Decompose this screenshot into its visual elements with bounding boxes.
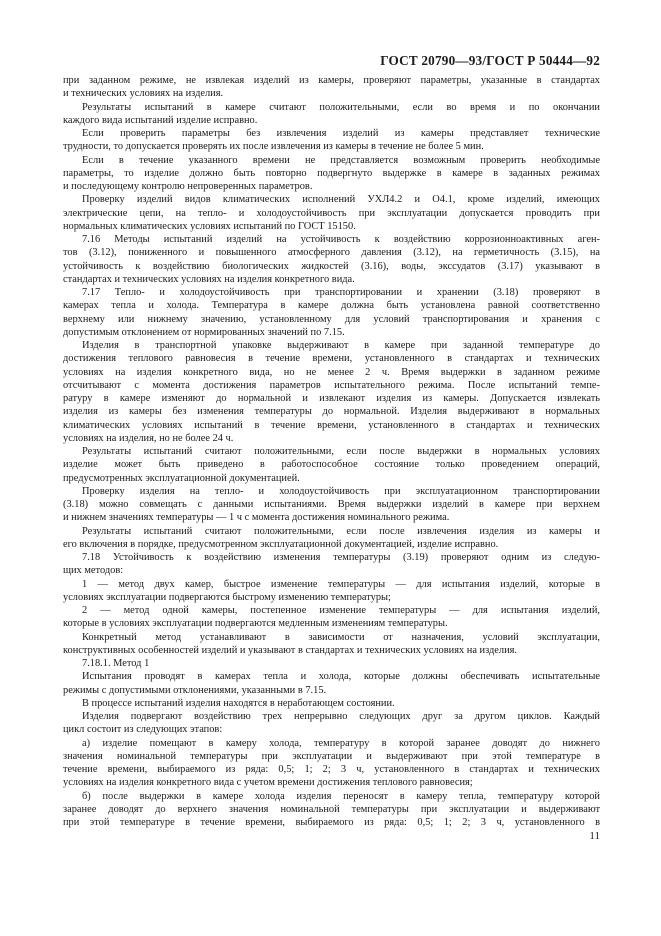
text-line: условиях на изделия конкретного вида, но не менее 2 ч. Время выдержки в заданном режиме — [63, 366, 600, 378]
text-line: при заданном режиме, не извлекая изделий из камеры, проверяют параметры, указанные в стандартах — [63, 75, 600, 86]
text-line: 2 — метод одной камеры, постепенное изменение температуры — для испытания изделий, — [82, 605, 600, 616]
text-line: и технических условиях на изделия. — [63, 88, 224, 100]
paragraph — [63, 233, 600, 286]
text-line: Изделия в транспортной упаковке выдерживают в камере при заданной температуре до — [82, 340, 600, 351]
paragraph — [63, 737, 600, 790]
text-line: условиях на изделия конкретного вида с учетом времени достижения теплового равновесия; — [63, 777, 473, 789]
text-line: Проверку изделия на тепло- и холодоустойчивость при эксплуатационном транспортировании — [82, 485, 600, 497]
text-line: Если в течение указанного времени не представляется возможным проверить необходимые — [82, 154, 600, 166]
text-line: изделия из камеры без изменения температуры до нормальной. Изделия выдерживают в нормальных — [63, 406, 600, 418]
text-line: щих методов: — [63, 565, 124, 577]
text-line: нормальных климатических условиях испытаний по ГОСТ 15150. — [63, 220, 356, 232]
document-body — [63, 74, 600, 829]
text-line: Испытания проводят в камерах тепла и холода, которые должны обеспечивать испытательные — [82, 671, 600, 683]
paragraph — [63, 578, 600, 605]
text-line: Результаты испытаний считают положительными, если после выдержки в нормальных условиях — [82, 446, 600, 457]
text-line: В процессе испытаний изделия находятся в неработающем состоянии. — [82, 697, 395, 709]
paragraph — [63, 74, 600, 101]
text-line: верхнему или нижнему значению, установленному для условий транспортирования и хранения с — [63, 313, 600, 325]
text-line: камерах тепла и холода. Температура в камере должна быть установлена равной соответственно — [63, 300, 600, 312]
text-line: 7.16 Методы испытаний изделий на устойчивость к воздействию коррозионноактивных аген- — [82, 234, 600, 245]
text-line: Если проверить параметры без извлечения изделий из камеры представляет технические — [82, 128, 600, 139]
text-line: стандартах и технических условиях на изделия конкретного вида. — [63, 273, 355, 285]
paragraph — [63, 551, 600, 578]
text-line: значения номинальной температуры при эксплуатации и выдерживают при этой температуре в — [63, 750, 600, 762]
text-line: климатических условиях испытаний в течение времени, установленного в стандартах и технических — [63, 419, 600, 431]
text-line: 7.18.1. Метод 1 — [82, 658, 150, 669]
text-line: условиях эксплуатации подвергаются быстрому изменению температуры; — [63, 591, 391, 603]
text-line: 7.17 Тепло- и холодоустойчивость при транспортировании и хранении (3.18) проверяют в — [82, 287, 600, 298]
text-line: а) изделие помещают в камеру холода, температуру в которой заранее доводят до нижнего — [82, 737, 600, 749]
text-line: трудности, то допускается проверять их после извлечения из камеры в течение не более 5 мин. — [63, 141, 484, 153]
text-line: электрические цепи, на тепло- и холодоустойчивость при эксплуатации допускается проводить при — [63, 207, 600, 219]
paragraph — [63, 286, 600, 339]
text-line: отсчитывают с момента достижения параметров испытательного режима. После испытаний темпе- — [63, 379, 600, 391]
text-line: допустимым отклонением от нормированных значений по 7.15. — [63, 326, 345, 338]
paragraph — [63, 525, 600, 552]
paragraph — [63, 485, 600, 525]
text-line: достижения теплового равновесия в течение времени, установленного в стандартах и технических — [63, 353, 600, 365]
text-line: устойчивость к воздействию биологических жидкостей (3.16), воды, экссудатов (3.17) указывают в — [63, 260, 600, 272]
text-line: заранее доводят до верхнего значения номинальной температуры при эксплуатации и выдерживают — [63, 803, 600, 815]
text-line: его включения в порядке, предусмотренном эксплуатационной документацией, изделие исправно. — [63, 538, 499, 550]
paragraph — [63, 710, 600, 737]
paragraph — [63, 790, 600, 830]
text-line: Проверку изделий видов климатических исполнений УХЛ4.2 и О4.1, кроме изделий, имеющих — [82, 194, 600, 206]
paragraph — [63, 193, 600, 233]
text-line: Результаты испытаний в камере считают положительными, если во время и по окончании — [82, 101, 600, 113]
paragraph — [63, 631, 600, 658]
text-line: б) после выдержки в камере холода изделия переносят в камеру тепла, температуру которой — [82, 790, 600, 802]
text-line: предусмотренных эксплуатационной документацией. — [63, 472, 300, 484]
text-line: цикл состоит из следующих этапов: — [63, 724, 223, 736]
paragraph — [63, 445, 600, 485]
paragraph — [63, 670, 600, 697]
text-line: течение времени, выбираемого из ряда: 0,5; 1; 2; 3 ч, установленного в стандартах и технических — [63, 764, 600, 775]
text-line: при этой температуре в течение времени, выбираемого из ряда: 0,5; 1; 2; 3 ч, установленного в — [63, 817, 600, 828]
text-line: ратуру в камере изменяют до нормальной и извлекают изделия из камеры. Допускается извлекать — [63, 393, 600, 404]
paragraph — [63, 101, 600, 128]
document-number: ГОСТ 20790—93/ГОСТ Р 50444—92 — [380, 53, 600, 68]
text-line: и нижнем значениях температуры — 1 ч с момента достижения номинального режима. — [63, 512, 450, 524]
paragraph — [63, 657, 600, 670]
text-line: изделие может быть приведено в работоспособное состояние только проведением операций, — [63, 459, 600, 471]
text-line: каждого вида испытаний изделие исправно. — [63, 114, 258, 126]
running-header — [63, 53, 600, 69]
text-line: Результаты испытаний считают положительными, если после извлечения изделия из камеры и — [82, 525, 600, 537]
text-line: и последующему контролю непроверенных параметров. — [63, 181, 313, 192]
page-number: 11 — [589, 830, 600, 842]
paragraph — [63, 127, 600, 154]
text-line: параметры, то изделие должно быть повторно подвергнуто выдержке в камере в заданных режимах — [63, 167, 600, 179]
text-line: условиях на изделия, но не более 24 ч. — [63, 432, 234, 444]
paragraph — [63, 339, 600, 445]
text-line: 7.18 Устойчивость к воздействию изменения температуры (3.19) проверяют одним из следую- — [82, 552, 600, 563]
text-line: которые в условиях эксплуатации подвергаются медленным изменениям температуры. — [63, 618, 448, 630]
paragraph — [63, 697, 600, 710]
text-line: 1 — метод двух камер, быстрое изменение температуры — для испытания изделий, которые в — [82, 578, 600, 590]
paragraph — [63, 604, 600, 631]
text-line: режимы с допустимыми отклонениями, указанными в 7.15. — [63, 684, 327, 696]
text-line: конструктивных особенностей изделий и указывают в стандартах и технических условиях на изделия. — [63, 644, 518, 656]
text-line: Изделия подвергают воздействию трех непрерывно следующих друг за другом циклов. Каждый — [82, 711, 600, 722]
text-line: Конкретный метод устанавливают в зависимости от назначения, условий эксплуатации, — [82, 631, 600, 643]
text-line: тов (3.12), пониженного и повышенного атмосферного давления (3.12), на герметичность (3.15), на — [63, 247, 600, 259]
text-line: (3.18) можно совмещать с данными испытаниями. Время выдержки изделий в камере при верхнем — [63, 499, 600, 510]
paragraph — [63, 154, 600, 194]
